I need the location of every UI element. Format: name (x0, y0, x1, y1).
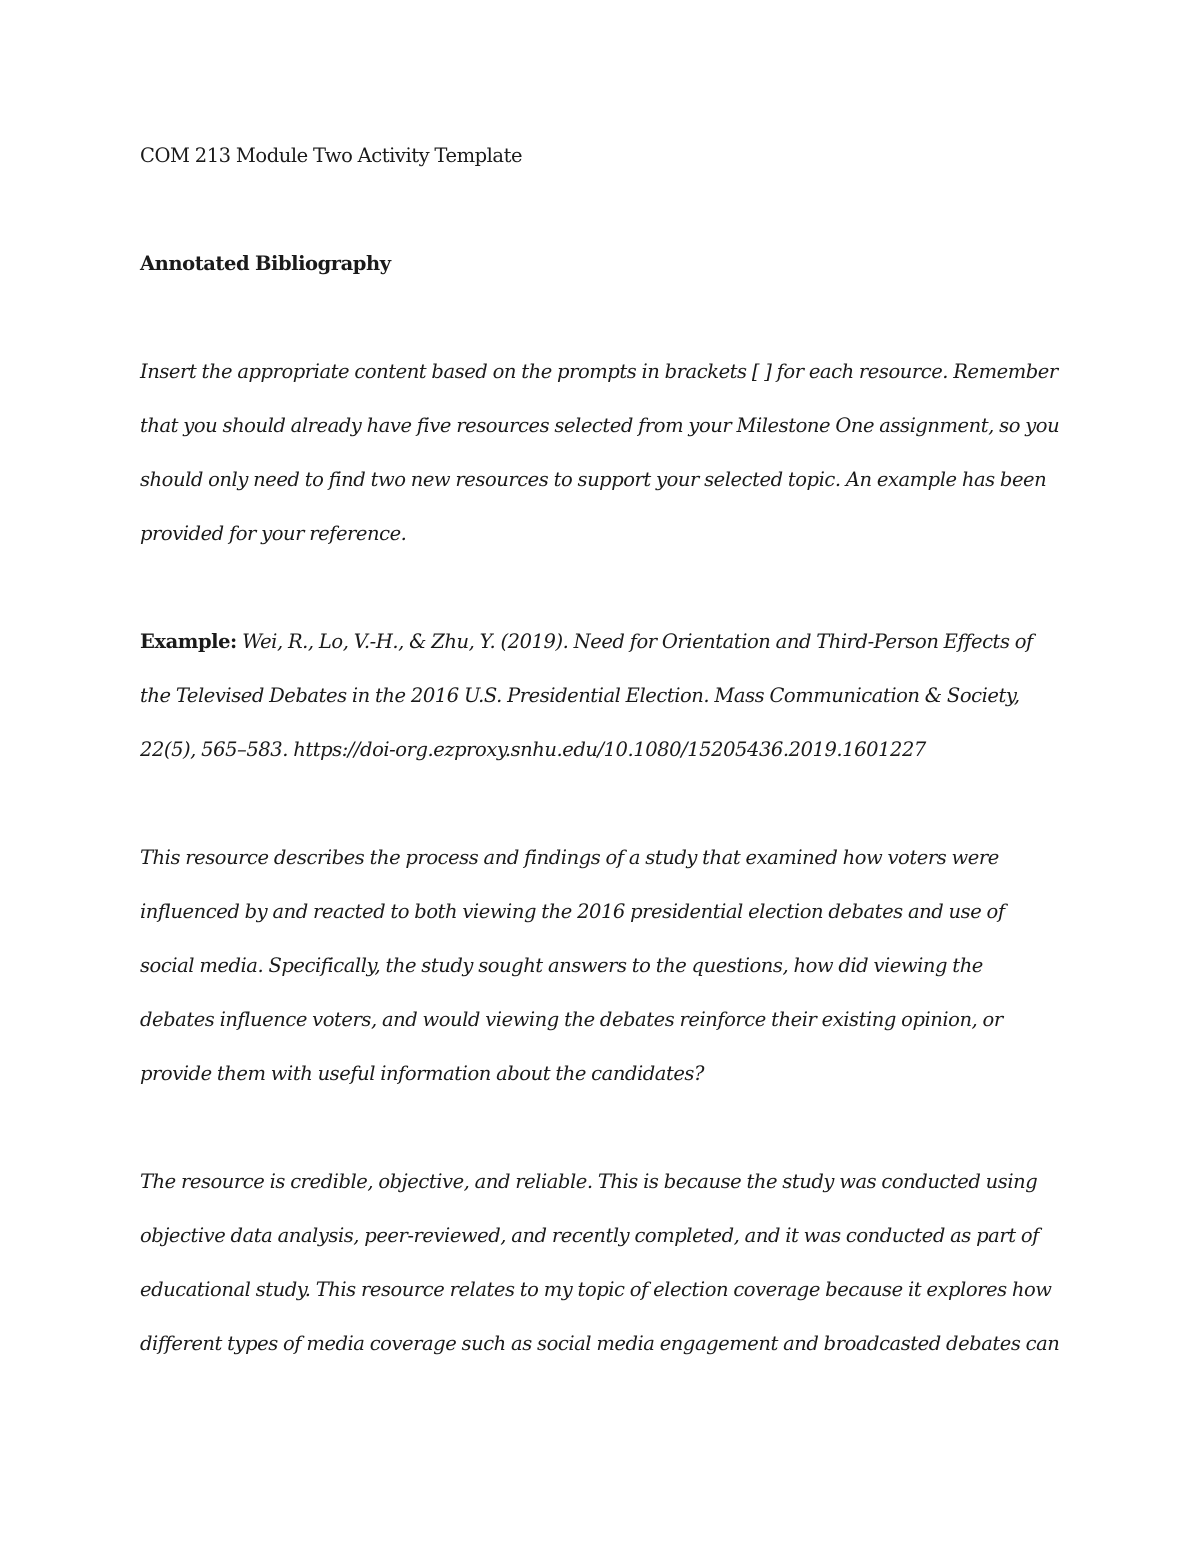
summary-line-3: social media. Specifically, the study sought answers to the questions, how did viewing the (140, 954, 983, 977)
evaluation-line-1: The resource is credible, objective, and reliable. This is because the study was conducted using (140, 1170, 1038, 1193)
section-heading: Annotated Bibliography (140, 252, 391, 275)
instructions-line-1: Insert the appropriate content based on the prompts in brackets [ ] for each resource. Remember (140, 360, 1058, 383)
summary-line-4: debates influence voters, and would viewing the debates reinforce their existing opinion, or (140, 1008, 1003, 1031)
summary-line-2: influenced by and reacted to both viewing the 2016 presidential election debates and use of (140, 900, 1005, 923)
summary-line-5: provide them with useful information about the candidates? (140, 1062, 704, 1085)
document-header-line: COM 213 Module Two Activity Template (140, 144, 523, 167)
example-citation-line-1 (140, 628, 1033, 656)
example-citation-line-2: the Televised Debates in the 2016 U.S. Presidential Election. Mass Communication & Society, (140, 684, 1020, 707)
example-citation-text: Wei, R., Lo, V.-H., & Zhu, Y. (2019). Need for Orientation and Third-Person Effects of (242, 630, 1033, 653)
evaluation-line-2: objective data analysis, peer-reviewed, and recently completed, and it was conducted as part of (140, 1224, 1039, 1247)
instructions-line-2: that you should already have five resources selected from your Milestone One assignment, so you (140, 414, 1060, 437)
example-citation-line-3: 22(5), 565–583. https://doi-org.ezproxy.snhu.edu/10.1080/15205436.2019.1601227 (140, 738, 926, 761)
instructions-line-4: provided for your reference. (140, 522, 407, 545)
instructions-line-3: should only need to find two new resources to support your selected topic. An example has been (140, 468, 1047, 491)
example-label: Example: (140, 630, 237, 653)
evaluation-line-3: educational study. This resource relates to my topic of election coverage because it explores how (140, 1278, 1052, 1301)
summary-line-1: This resource describes the process and findings of a study that examined how voters were (140, 846, 999, 869)
evaluation-line-4: different types of media coverage such as social media engagement and broadcasted debates can (140, 1332, 1060, 1355)
